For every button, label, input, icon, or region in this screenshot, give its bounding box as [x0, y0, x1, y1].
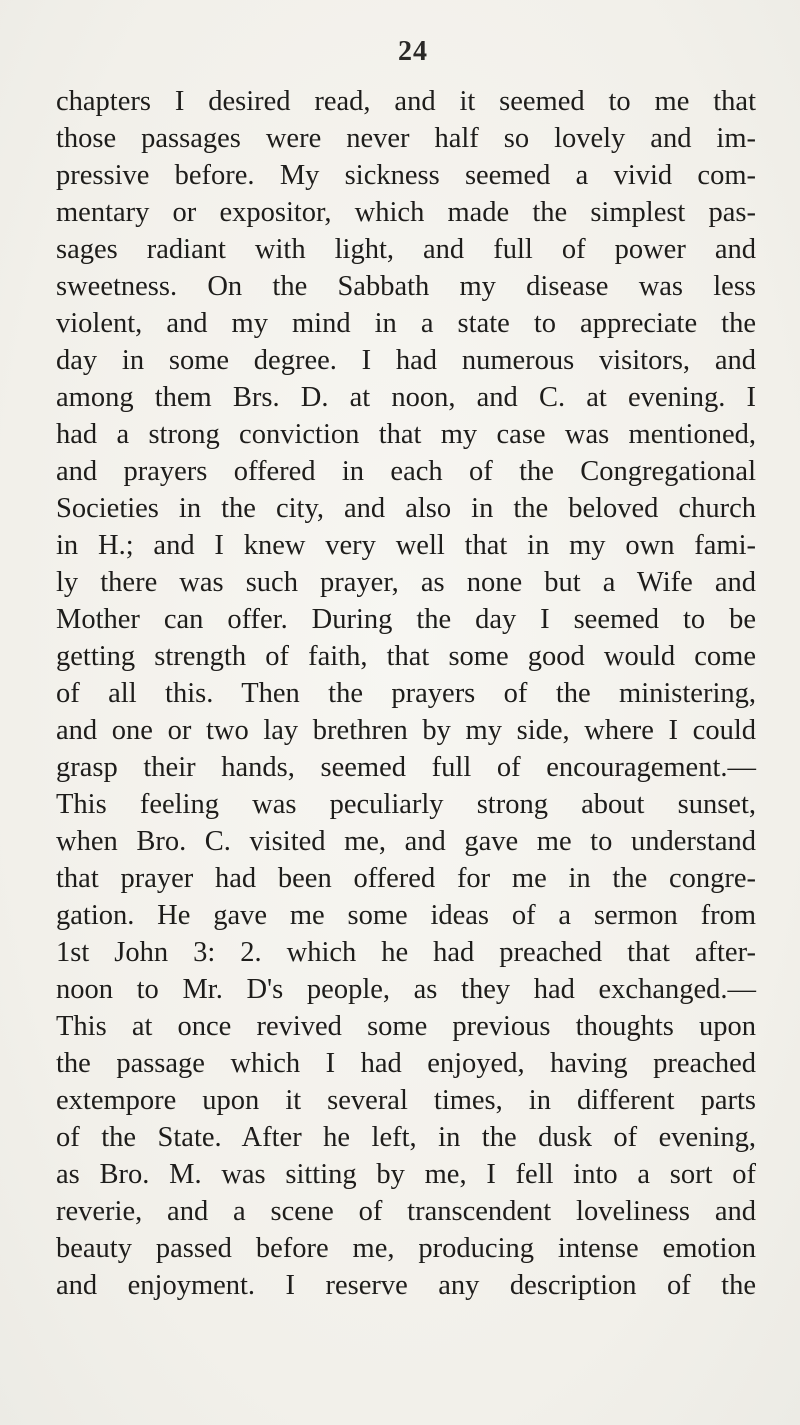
text-line: in H.; and I knew very well that in my own fami-: [56, 530, 756, 561]
text-line: This at once revived some previous thoughts upon: [56, 1011, 756, 1042]
text-line: 1st John 3: 2. which he had preached that after-: [56, 937, 756, 968]
text-line: noon to Mr. D's people, as they had exchanged.—: [56, 974, 756, 1005]
text-line: those passages were never half so lovely and im-: [56, 123, 756, 154]
text-line: grasp their hands, seemed full of encouragement.—: [56, 752, 756, 783]
text-line: violent, and my mind in a state to appreciate the: [56, 308, 756, 339]
text-line: sages radiant with light, and full of power and: [56, 234, 756, 265]
text-line: among them Brs. D. at noon, and C. at evening. I: [56, 382, 756, 413]
text-line: and one or two lay brethren by my side, where I could: [56, 715, 756, 746]
text-line: and prayers offered in each of the Congregational: [56, 456, 756, 487]
text-line: ly there was such prayer, as none but a Wife and: [56, 567, 756, 598]
text-line: mentary or expositor, which made the simplest pas-: [56, 197, 756, 228]
text-line: of the State. After he left, in the dusk of evening,: [56, 1122, 756, 1153]
text-line: and enjoyment. I reserve any description of the: [56, 1270, 756, 1301]
text-line: chapters I desired read, and it seemed to me that: [56, 86, 756, 117]
text-line: extempore upon it several times, in different parts: [56, 1085, 756, 1116]
text-line: beauty passed before me, producing intense emotion: [56, 1233, 756, 1264]
text-line: getting strength of faith, that some good would come: [56, 641, 756, 672]
text-line: when Bro. C. visited me, and gave me to understand: [56, 826, 756, 857]
text-line: the passage which I had enjoyed, having preached: [56, 1048, 756, 1079]
text-line: Mother can offer. During the day I seemed to be: [56, 604, 756, 635]
text-line: had a strong conviction that my case was mentioned,: [56, 419, 756, 450]
text-line: Societies in the city, and also in the beloved church: [56, 493, 756, 524]
body-text: [56, 83, 756, 1304]
text-line: pressive before. My sickness seemed a vivid com-: [56, 160, 756, 191]
text-line: day in some degree. I had numerous visitors, and: [56, 345, 756, 376]
text-line: reverie, and a scene of transcendent loveliness and: [56, 1196, 756, 1227]
text-line: This feeling was peculiarly strong about sunset,: [56, 789, 756, 820]
text-line: that prayer had been offered for me in the congre-: [56, 863, 756, 894]
page-number: 24: [398, 36, 428, 67]
text-line: as Bro. M. was sitting by me, I fell into a sort of: [56, 1159, 756, 1190]
text-line: sweetness. On the Sabbath my disease was less: [56, 271, 756, 302]
text-line: of all this. Then the prayers of the ministering,: [56, 678, 756, 709]
text-line: gation. He gave me some ideas of a sermon from: [56, 900, 756, 931]
